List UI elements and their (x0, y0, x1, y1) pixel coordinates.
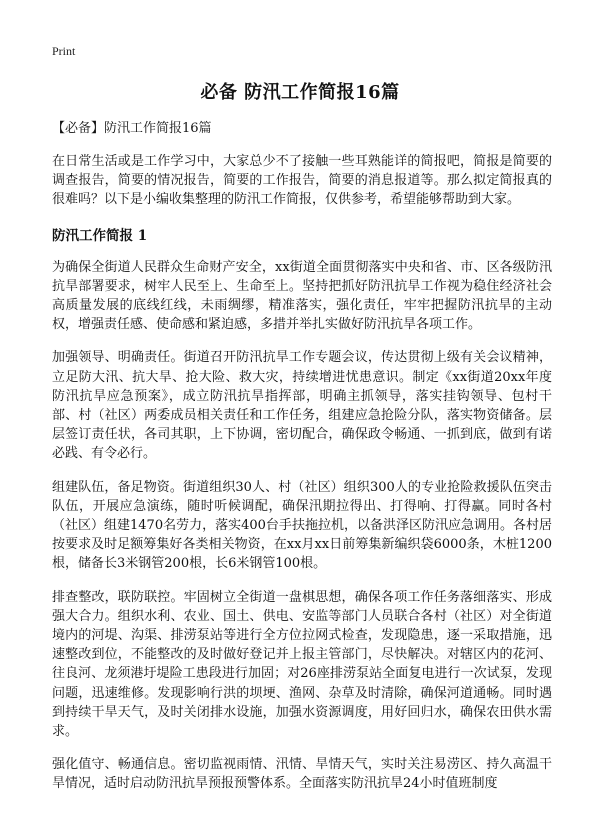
section-paragraph-2: 加强领导、明确责任。街道召开防汛抗旱工作专题会议，传达贯彻上级有关会议精神，立足防大汛、抗大旱、抢大险、救大灾，持续增进忧患意识。制定《xx街道20xx年度防汛抗旱应急预案》，成立防汛抗旱指挥部，明确主抓领导，落实挂钩领导、包村干部、村（社区）两委成员相关责任和工作任务，组建应急抢险分队，落实物资储备。层层签订责任状，各司其职，上下协调，密切配合，确保政令畅通、一抓到底，做到有诺必践、有令必行。 (52, 350, 552, 462)
section-paragraph-4: 排查整改，联防联控。牢固树立全街道一盘棋思想，确保各项工作任务落细落实、形成强大合力。组织水利、农业、国土、供电、安监等部门人员联合各村（社区）对全街道境内的河堤、沟渠、排涝泵站等进行全方位拉网式检查，发现隐患，逐一采取措施，迅速整改到位，不能整改的及时做好登记并上报主管部门，尽快解决。对辖区内的花河、往良河、龙须港圩堤险工患段进行加固；对26座排涝泵站全面复电进行一次试泵，发现问题，迅速维修。发现影响行洪的坝埂、渔网、杂草及时清除，确保河道通畅。同时遇到持续干旱天气，及时关闭排水设施，加强水资源调度，用好回归水，确保农田供水需求。 (52, 589, 552, 740)
section-paragraph-1: 为确保全街道人民群众生命财产安全，xx街道全面贯彻落实中央和省、市、区各级防汛抗旱部署要求，树牢人民至上、生命至上。坚持把抓好防汛抗旱工作视为稳住经济社会高质量发展的底线红线，未雨绸缪，精准落实，强化责任，牢牢把握防汛抗旱的主动权，增强责任感、使命感和紧迫感，多措并举扎实做好防汛抗旱各项工作。 (52, 259, 552, 333)
intro-paragraph: 在日常生活或是工作学习中，大家总少不了接触一些耳熟能详的简报吧，简报是简要的调查报告，简要的情况报告，简要的工作报告，简要的消息报道等。那么拟定简报真的很难吗？以下是小编收集整理的防汛工作简报，仅供参考，希望能够帮助到大家。 (52, 154, 552, 208)
section-heading: 防汛工作简报 1 (52, 227, 148, 244)
article-body (52, 120, 552, 808)
section-paragraph-5: 强化值守、畅通信息。密切监视雨情、汛情、旱情天气，实时关注易涝区、持久高温干旱情况，适时启动防汛抗旱预报预警体系。全面落实防汛抗旱24小时值班制度 (52, 757, 552, 792)
section-paragraph-3: 组建队伍，备足物资。街道组织30人、村（社区）组织300人的专业抢险救援队伍突击队伍，开展应急演练，随时听候调配，确保汛期拉得出、打得响、打得赢。同时各村（社区）组建1470名劳力，落实400台手扶拖拉机，以备洪泽区防汛应急调用。各村居按要求及时足额筹集好各类相关物资，在xx月xx日前筹集新编织袋6000条，木桩1200根，储备长3米钢管200根，长6米钢管100根。 (52, 479, 552, 572)
print-link[interactable]: Print (52, 44, 76, 58)
breadcrumb: 【必备】防汛工作简报16篇 (52, 121, 212, 136)
page-title: 必备 防汛工作简报16篇 (200, 82, 400, 103)
